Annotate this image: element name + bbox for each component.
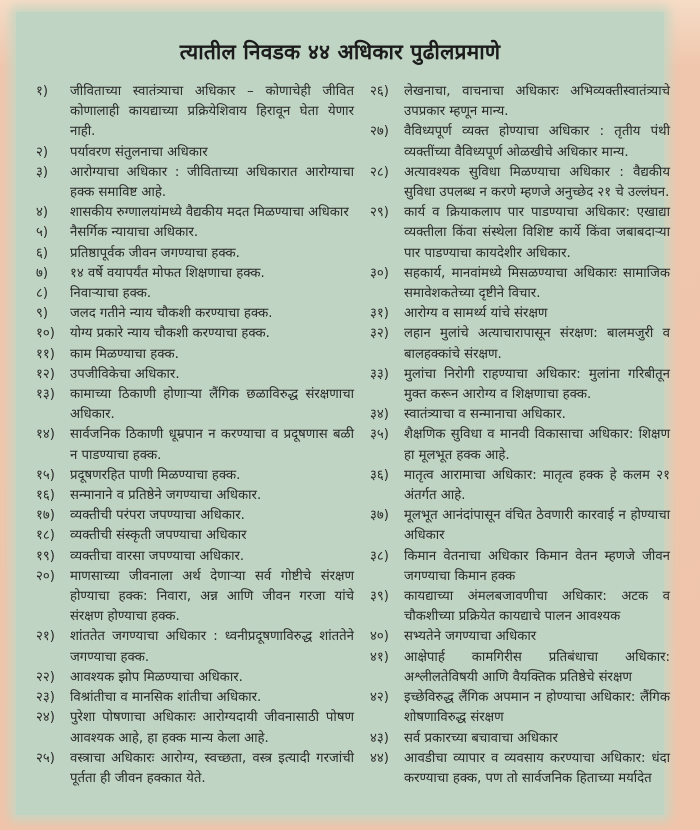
item-text: लहान मुलांचे अत्याचारापासून संरक्षण: बालमजुरी व बालहक्कांचे संरक्षण. [404,326,670,362]
item-text: उपजीविकेचा अधिकार. [70,366,180,382]
item-number: ८) [36,286,49,302]
item-text: स्वातंत्र्याचा व सन्मानाचा अधिकार. [404,407,566,423]
item-text: निवाऱ्याचा हक्क. [70,286,152,302]
item-text: काम मिळण्याचा हक्क. [70,346,179,362]
item-number: ४२) [370,690,389,706]
item-number: २७) [370,124,389,140]
item-number: २१) [36,629,55,645]
item-number: २५) [36,750,55,766]
item-number: ३९) [370,589,389,605]
item-number: २६) [370,84,389,99]
item-text: कार्य व क्रियाकलाप पार पाडण्याचा अधिकार: एखाद्या व्यक्तीला किंवा संस्थेला विशिष्ट कार्ये किंवा जबाबदाऱ्या पार पाडण्याचा कायदेशीर अधिकार. [404,205,670,261]
left-column [36,82,354,789]
item-text: शासकीय रुग्णालयांमध्ये वैद्यकीय मदत मिळण्याचा अधिकार [70,205,349,221]
item-number: २२) [36,669,55,685]
item-text: १४ वर्षे वयापर्यंत मोफत शिक्षणाचा हक्क. [70,265,265,281]
item-number: ३४) [370,407,389,423]
item-text: पुरेशा पोषणाचा अधिकारः आरोग्यदायी जीवनासाठी पोषण आवश्यक आहे, हा हक्क मान्य केला आहे. [70,710,354,746]
item-text: विश्रांतीचा व मानसिक शांतीचा अधिकार. [70,690,262,706]
item-number: २) [36,144,49,160]
list-item [370,749,670,789]
item-number: ३३) [370,366,389,382]
list-item [36,385,354,425]
right-column [370,82,670,789]
item-text: सार्वजनिक ठिकाणी धूम्रपान न करण्याचा व प्रदूषणास बळी न पाडण्याचा हक्क. [70,427,354,463]
list-item [370,587,670,627]
item-number: २८) [370,164,389,180]
list-item [370,324,670,364]
item-text: आरोग्य व सामर्थ्य यांचे संरक्षण [404,306,548,322]
item-number: ३५) [370,427,389,443]
item-number: २९) [370,205,389,221]
item-text: आरोग्याचा अधिकार : जीविताच्या अधिकारात आरोग्याचा हक्क समाविष्ट आहे. [70,164,354,201]
item-text: इच्छेविरुद्ध लैंगिक अपमान न होण्याचा अधिकार: लैंगिक शोषणाविरुद्ध संरक्षण [404,690,670,726]
list-item [36,425,354,465]
item-text: पर्यावरण संतुलनाचा अधिकार [70,144,208,160]
item-text: सभ्यतेने जगण्याचा अधिकार [404,629,537,645]
item-text: वस्त्राचा अधिकारः आरोग्य, स्वच्छता, वस्त्र इत्यादी गरजांची पूर्तता ही जीवन हक्कात येते. [70,750,354,786]
item-number: ७) [36,265,49,281]
list-item [36,345,354,365]
list-item [36,526,354,546]
item-number: १८) [36,528,55,544]
item-number: ३७) [370,508,389,524]
item-text: आवश्यक झोप मिळण्याचा अधिकार. [70,669,243,685]
item-text: मातृत्व आरामाचा अधिकार: मातृत्व हक्क हे कलम २१ अंतर्गत आहे. [404,467,670,504]
list-item [36,264,354,284]
item-text: जीविताच्या स्वातंत्र्याचा अधिकार – कोणाचेही जीवित कोणालाही कायद्याच्या प्रक्रियेशिवाय हिरावून घेता येणार नाही. [70,84,354,140]
item-number: १५) [36,467,55,483]
list-item [370,304,670,324]
item-text: प्रतिष्ठापूर्वक जीवन जगण्याचा हक्क. [70,245,240,261]
item-text: माणसाच्या जीवनाला अर्थ देणाऱ्या सर्व गोष्टीचे संरक्षण होण्याचा हक्क: निवारा, अन्न आणि जीवन गरजा यांचे संरक्षण होण्याचा हक्क. [70,568,354,625]
item-text: सन्मानाने व प्रतिष्ठेने जगण्याचा अधिकार. [70,488,262,504]
item-number: १९) [36,548,55,564]
list-item [370,425,670,465]
item-number: १) [36,84,49,99]
list-item [370,729,670,749]
item-number: ३२) [370,326,389,342]
list-item [36,365,354,385]
list-item [36,284,354,304]
list-item [370,163,670,203]
list-item [36,627,354,667]
item-number: ११) [36,346,55,362]
item-number: ३६) [370,467,389,483]
item-text: व्यक्तीची परंपरा जपण्याचा अधिकार. [70,508,245,524]
item-text: व्यक्तीचा वारसा जपण्याचा अधिकार. [70,548,245,564]
item-number: १४) [36,427,55,443]
list-item [36,324,354,344]
list-item [36,708,354,748]
item-number: ४४) [370,750,389,766]
item-number: ३०) [370,265,389,281]
item-text: कामाच्या ठिकाणी होणाऱ्या लैंगिक छळाविरुद्ध संरक्षणाचा अधिकार. [70,387,354,423]
item-number: २०) [36,568,55,584]
item-number: १६) [36,488,55,504]
list-item [36,244,354,264]
item-text: नैसर्गिक न्यायाचा अधिकार. [70,225,199,241]
item-number: ३८) [370,548,389,564]
item-number: ४३) [370,730,389,746]
item-text: कायद्याच्या अंमलबजावणीचा अधिकार: अटक व चौकशीच्या प्रक्रियेत कायद्याचे पालन आवश्यक [404,589,670,625]
list-item [370,203,670,264]
list-item [36,567,354,628]
item-text: आक्षेपार्ह कामगिरीस प्रतिबंधाचा अधिकार: अश्लीलतेविषयी आणि वैयक्तिक प्रतिष्ठेचे संरक्षण [404,649,670,685]
item-text: शैक्षणिक सुविधा व मानवी विकासाचा अधिकार: शिक्षण हा मूलभूत हक्क आहे. [404,427,670,463]
item-text: अत्यावश्यक सुविधा मिळण्याचा अधिकार : वैद्यकीय सुविधा उपलब्ध न करणे म्हणजे अनुच्छेद २१ चे उल्लंघन. [404,164,670,201]
list-item [370,122,670,162]
item-number: ३१) [370,306,389,322]
list-item [370,82,670,122]
item-number: १७) [36,508,55,524]
list-item [36,486,354,506]
list-item [36,506,354,526]
list-item [370,506,670,546]
item-number: ४) [36,205,49,221]
item-text: किमान वेतनाचा अधिकार किमान वेतन म्हणजे जीवन जगण्याचा किमान हक्क [404,548,670,584]
item-text: प्रदूषणरहित पाणी मिळण्याचा हक्क. [70,467,241,483]
item-number: ५) [36,225,49,241]
item-number: ९) [36,306,49,322]
item-number: १२) [36,366,55,382]
item-number: ३) [36,164,49,180]
item-text: मूलभूत आनंदांपासून वंचित ठेवणारी कारवाई न होण्याचा अधिकार [404,508,670,544]
item-text: व्यक्तीची संस्कृती जपण्याचा अधिकार [70,528,247,544]
list-item [36,547,354,567]
list-item [370,688,670,728]
list-item [370,627,670,647]
item-text: शांततेत जगण्याचा अधिकार : ध्वनीप्रदूषणाविरुद्ध शांततेने जगण्याचा हक्क. [70,629,354,665]
list-item [36,668,354,688]
item-number: ४०) [370,629,389,645]
list-item [36,466,354,486]
list-item [370,365,670,405]
list-item [370,648,670,688]
item-number: २४) [36,710,55,726]
list-item [36,143,354,163]
list-item [370,547,670,587]
item-text: योग्य प्रकारे न्याय चौकशी करण्याचा हक्क. [70,326,270,342]
list-item [36,304,354,324]
item-text: जलद गतीने न्याय चौकशी करण्याचा हक्क. [70,306,273,322]
item-text: मुलांचा निरोगी राहण्याचा अधिकार: मुलांना गरिबीतून मुक्त करून आरोग्य व शिक्षणाचा हक्क. [404,366,670,403]
item-number: २३) [36,690,55,706]
item-number: १०) [36,326,55,342]
list-item [36,223,354,243]
page-title: त्यातील निवडक ४४ अधिकार पुढीलप्रमाणे [179,40,501,64]
item-text: सर्व प्रकारच्या बचावाचा अधिकार [404,730,558,746]
list-item [36,82,354,143]
item-number: ४१) [370,649,389,665]
rights-panel [16,12,670,815]
item-number: १३) [36,387,55,403]
list-item [370,405,670,425]
item-text: लेखनाचा, वाचनाचा अधिकारः अभिव्यक्तीस्वातंत्र्याचे उपप्रकार म्हणून मान्य. [404,84,670,120]
list-item [370,466,670,506]
item-text: आवडीचा व्यापार व व्यवसाय करण्याचा अधिकार: धंदा करण्याचा हक्क, पण तो सार्वजनिक हिताच्या मर्यादेत [404,750,670,786]
item-text: सहकार्य, मानवांमध्ये मिसळण्याचा अधिकारः सामाजिक समावेशकतेच्या दृष्टीने विचार. [404,265,670,302]
list-item [36,749,354,789]
list-item [36,688,354,708]
list-item [36,163,354,203]
list-item [36,203,354,223]
list-item [370,264,670,304]
item-text: वैविध्यपूर्ण व्यक्त होण्याचा अधिकार : तृतीय पंथी व्यक्तींच्या वैविध्यपूर्ण ओळखीचे अधिकार मान्य. [404,124,670,160]
item-number: ६) [36,245,49,261]
